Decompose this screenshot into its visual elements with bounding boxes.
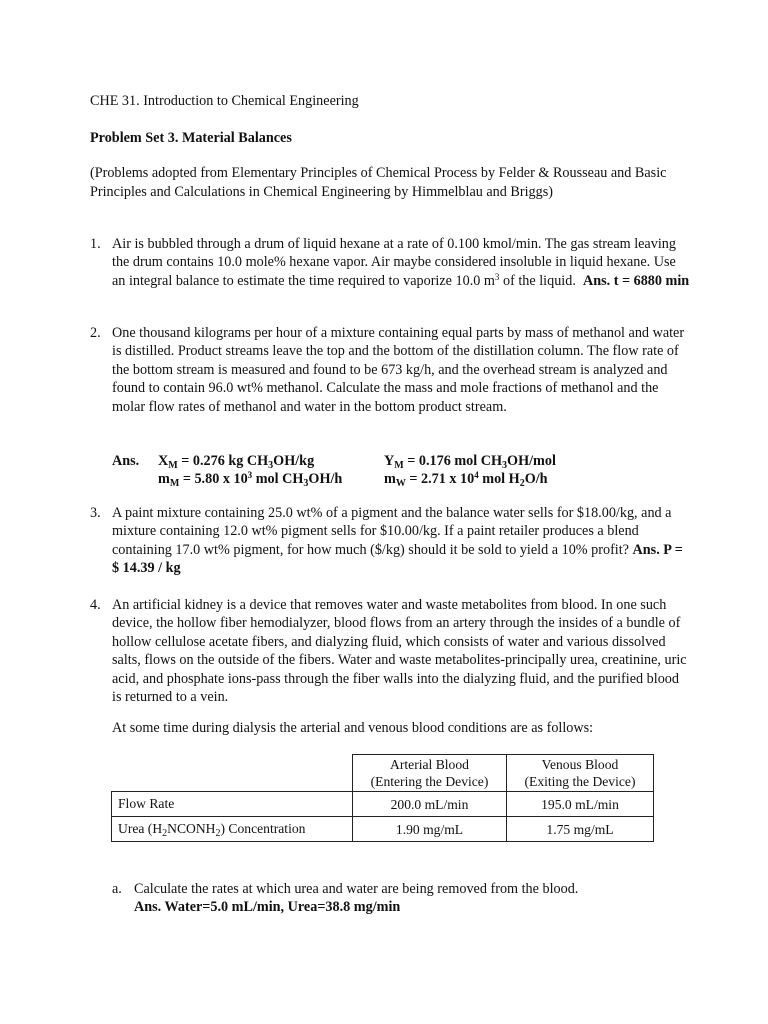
problem-1	[90, 235, 690, 290]
row-label: Urea $(H_2NCONH_2)$ Concentration	[112, 817, 353, 842]
problem-1-answer: Ans. t = 6880 min	[582, 272, 690, 289]
sub-question-text: Calculate the rates at which urea and water are being removed from the blood.	[134, 881, 579, 897]
problem-1-text-end: of the liquid.	[499, 272, 576, 289]
dialysis-table	[111, 754, 654, 842]
problem-number: 2.	[90, 325, 101, 341]
problem-3	[90, 504, 690, 578]
table-row	[112, 792, 654, 817]
problem-2-text: One thousand kilograms per hour of a mixture containing equal parts by mass of methanol and water is distilled. Product streams leave the top and the bottom of the distillation column. The flow rate of the bottom stream is measured and found to be 673 kg/h, and the overhead stream is analyzed and found to contain 96.0 wt% methanol. Calculate the mass and mole fractions of methanol and the molar flow rates of methanol and water in the bottom product stream.	[112, 325, 685, 415]
answer-column-right	[384, 452, 556, 488]
course-title: CHE 31. Introduction to Chemical Engineering	[90, 93, 359, 109]
conditions-intro: At some time during dialysis the arterial and venous blood conditions are as follows:	[112, 720, 594, 736]
table-header-row	[112, 755, 654, 792]
problem-number: 4.	[90, 597, 101, 613]
table-row	[112, 817, 654, 842]
problem-4	[90, 596, 690, 706]
problem-number: 3.	[90, 505, 101, 521]
header-arterial-line2: (Entering the Device)	[370, 774, 489, 789]
header-venous-line2: (Exiting the Device)	[524, 774, 636, 789]
problem-2-answers	[112, 452, 672, 492]
header-arterial	[353, 755, 507, 792]
answer-ym: $Y_M = 0.176$ mol $CH_3OH$/mol	[384, 453, 556, 471]
problem-3-body	[112, 504, 690, 578]
problem-4-text: An artificial kidney is a device that removes water and waste metabolites from blood. In one such device, the hollow fiber hemodialyzer, blood flows from an artery through the insides of a bundle of hollow cellulose acetate fibers, and dialyzing fluid, which consists of water and various dissolved salts, flows on the outside of the fibers. Water and waste metabolites-principally urea, creatinine, uric acid, and phosphate ions-pass through the fiber walls into the dialyzing fluid, and the purified blood is returned to a vein.	[112, 597, 687, 706]
header-venous-line1: Venous Blood	[541, 757, 619, 772]
header-venous	[507, 755, 654, 792]
problem-3-text: A paint mixture containing 25.0 wt% of a pigment and the balance water sells for $18.00/kg, and a mixture containing 12.0 wt% pigment sells for $10.00/kg. If a paint retailer produces a blend containing 17.0 wt% pigment, for how much ($/kg) should it be sold to yield a 10% profit?	[112, 505, 672, 558]
problem-number: 1.	[90, 236, 101, 252]
row-label: Flow Rate	[112, 792, 353, 817]
answer-mw: $m_W = 2.71$ x $10^4$ mol $H_2O/h$	[384, 470, 548, 489]
header-arterial-line1: Arterial Blood	[390, 757, 469, 772]
cell-arterial: 200.0 mL/min	[353, 792, 507, 817]
cell-venous: 195.0 mL/min	[507, 792, 654, 817]
problem-set-title: Problem Set 3. Material Balances	[90, 130, 292, 146]
cell-venous: 1.75 mg/mL	[507, 817, 654, 842]
sub-question-a	[112, 880, 578, 916]
sub-question-answer: Ans. Water=5.0 mL/min, Urea=38.8 mg/min	[134, 899, 401, 915]
exponent: 3	[494, 271, 500, 282]
problem-text	[112, 235, 690, 290]
answer-label: Ans.	[112, 453, 140, 469]
answer-mm: $m_M = 5.80$ x $10^3$ mol $CH_3OH/h$	[158, 470, 343, 489]
cell-arterial: 1.90 mg/mL	[353, 817, 507, 842]
problem-1-text: Air is bubbled through a drum of liquid hexane at a rate of 0.100 kmol/min. The gas stream leaving the drum contains 10.0 mole% hexane vapor. Air maybe considered insoluble in liquid hexane. Use an integral balance to estimate the time required to vaporize 10.0 m	[112, 236, 676, 289]
answer-xm: $X_M = 0.276$ kg $CH_3OH/kg$	[158, 453, 315, 471]
problem-2	[90, 324, 690, 416]
table-corner	[112, 755, 353, 792]
sub-question-letter: a.	[112, 881, 122, 897]
problem-3-answer: Ans. P = $ 14.39 / kg	[112, 541, 683, 577]
answer-column-left	[158, 452, 342, 488]
intro-paragraph: (Problems adopted from Elementary Principles of Chemical Process by Felder & Rousseau and Basic Principles and Calculations in Chemical Engineering by Himmelblau and Briggs)	[90, 165, 667, 200]
